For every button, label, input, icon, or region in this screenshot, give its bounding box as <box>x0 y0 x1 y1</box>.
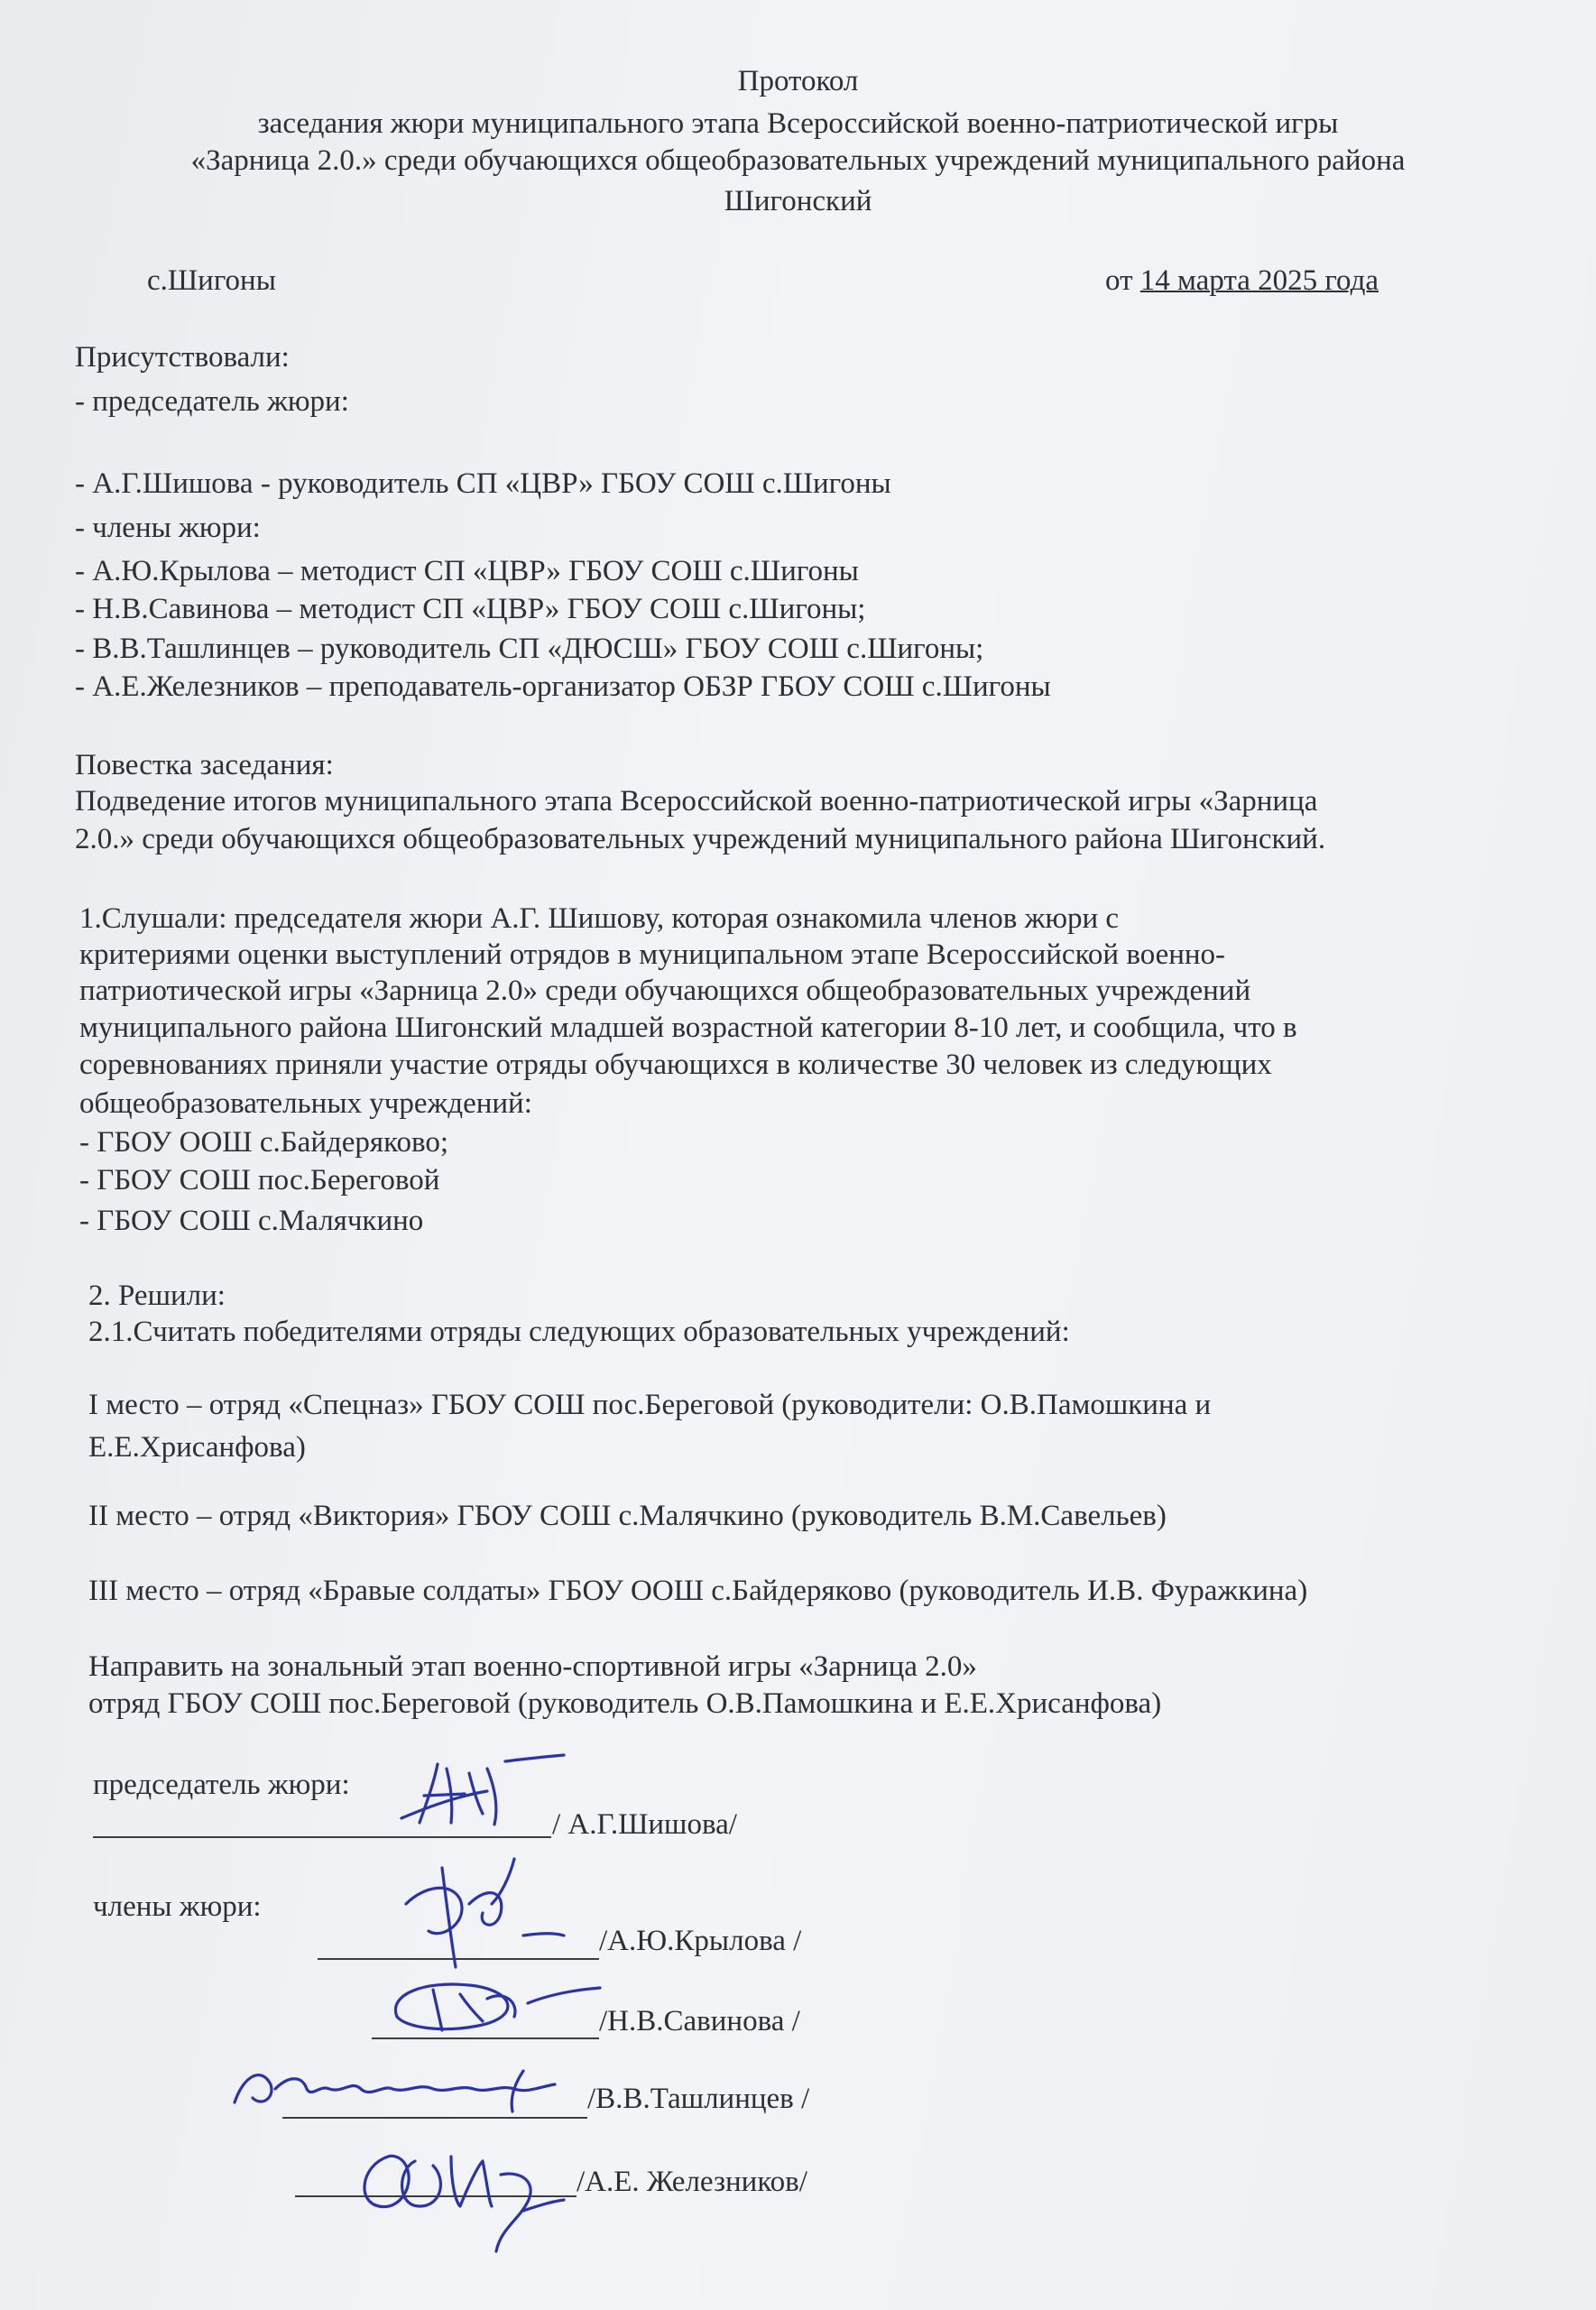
chair-entry: - А.Г.Шишова - руководитель СП «ЦВР» ГБОУ СОШ с.Шигоны <box>75 467 891 500</box>
chair-signature-line <box>93 1836 551 1838</box>
member-signature-name: /А.Ю.Крылова / <box>599 1925 802 1957</box>
chair-heading: - председатель жюри: <box>75 385 349 418</box>
place-2: II место – отряд «Виктория» ГБОУ СОШ с.Малячкино (руководитель В.М.Савельев) <box>88 1500 1167 1532</box>
chair-signature-name: / А.Г.Шишова/ <box>552 1808 737 1841</box>
member-signature-image <box>388 1850 568 1976</box>
attendance-heading: Присутствовали: <box>75 341 290 374</box>
heard-line: 1.Слушали: председателя жюри А.Г. Шишову, которая ознакомила членов жюри с <box>79 902 1120 935</box>
member-signature-name: /В.В.Ташлинцев / <box>587 2083 810 2115</box>
place-3: III место – отряд «Бравые солдаты» ГБОУ ООШ с.Байдеряково (руководитель И.В. Фуражкина) <box>88 1575 1308 1607</box>
place-1-cont: Е.Е.Хрисанфова) <box>88 1431 306 1464</box>
member-signature-name: /Н.В.Савинова / <box>599 2005 800 2037</box>
school-item: - ГБОУ ООШ с.Байдеряково; <box>79 1126 448 1159</box>
chair-signature-image <box>397 1751 568 1836</box>
agenda-line: Подведение итогов муниципального этапа Всероссийской военно-патриотической игры «Зарница <box>75 785 1318 818</box>
agenda-line: 2.0.» среди обучающихся общеобразовательных учреждений муниципального района Шигонский. <box>75 823 1326 855</box>
member-entry: - А.Ю.Крылова – методист СП «ЦВР» ГБОУ СОШ с.Шигоны <box>75 555 859 587</box>
date-prefix: от <box>1105 264 1140 297</box>
date: 14 марта 2025 года <box>1139 264 1379 297</box>
send-line-2: отряд ГБОУ СОШ пос.Береговой (руководитель О.В.Памошкина и Е.Е.Хрисанфова) <box>88 1687 1162 1720</box>
chair-signature-label: председатель жюри: <box>93 1769 350 1801</box>
member-entry: - В.В.Ташлинцев – руководитель СП «ДЮСШ» ГБОУ СОШ с.Шигоны; <box>75 633 984 665</box>
member-signature-image <box>343 2121 586 2256</box>
decided-clause: 2.1.Считать победителями отряды следующих образовательных учреждений: <box>88 1316 1070 1348</box>
document-title: Протокол <box>737 65 859 97</box>
place-1: I место – отряд «Спецназ» ГБОУ СОШ пос.Береговой (руководители: О.В.Памошкина и <box>88 1389 1212 1421</box>
member-signature-name: /А.Е. Железников/ <box>577 2166 807 2198</box>
member-entry: - А.Е.Железников – преподаватель-организатор ОБЗР ГБОУ СОШ с.Шигоны <box>75 670 1051 703</box>
members-signature-label: члены жюри: <box>93 1890 262 1923</box>
date-line <box>1105 263 1379 299</box>
title-line-3: Шигонский <box>724 185 872 217</box>
title-line-2: «Зарница 2.0.» среди обучающихся общеобразовательных учреждений муниципального района <box>190 144 1406 177</box>
member-signature-image <box>370 1972 604 2044</box>
school-item: - ГБОУ СОШ пос.Береговой <box>79 1164 440 1197</box>
heard-line: соревнованиях приняли участие отряды обучающихся в количестве 30 человек из следующих <box>79 1049 1272 1081</box>
member-signature-image <box>226 2048 586 2121</box>
members-heading: - члены жюри: <box>75 512 261 544</box>
heard-line: муниципального района Шигонский младшей возрастной категории 8-10 лет, и сообщила, что в <box>79 1012 1297 1044</box>
member-entry: - Н.В.Савинова – методист СП «ЦВР» ГБОУ СОШ с.Шигоны; <box>75 593 866 625</box>
heard-line: общеобразовательных учреждений: <box>79 1087 532 1120</box>
title-line-1: заседания жюри муниципального этапа Всероссийской военно-патриотической игры <box>257 107 1339 140</box>
place: с.Шигоны <box>147 264 276 297</box>
heard-line: патриотической игры «Зарница 2.0» среди обучающихся общеобразовательных учреждений <box>79 975 1251 1007</box>
agenda-heading: Повестка заседания: <box>75 749 334 781</box>
decided-heading: 2. Решили: <box>88 1280 226 1312</box>
send-line-1: Направить на зональный этап военно-спортивной игры «Зарница 2.0» <box>88 1650 977 1683</box>
school-item: - ГБОУ СОШ с.Малячкино <box>79 1205 424 1237</box>
heard-line: критериями оценки выступлений отрядов в муниципальном этапе Всероссийской военно- <box>79 938 1226 971</box>
